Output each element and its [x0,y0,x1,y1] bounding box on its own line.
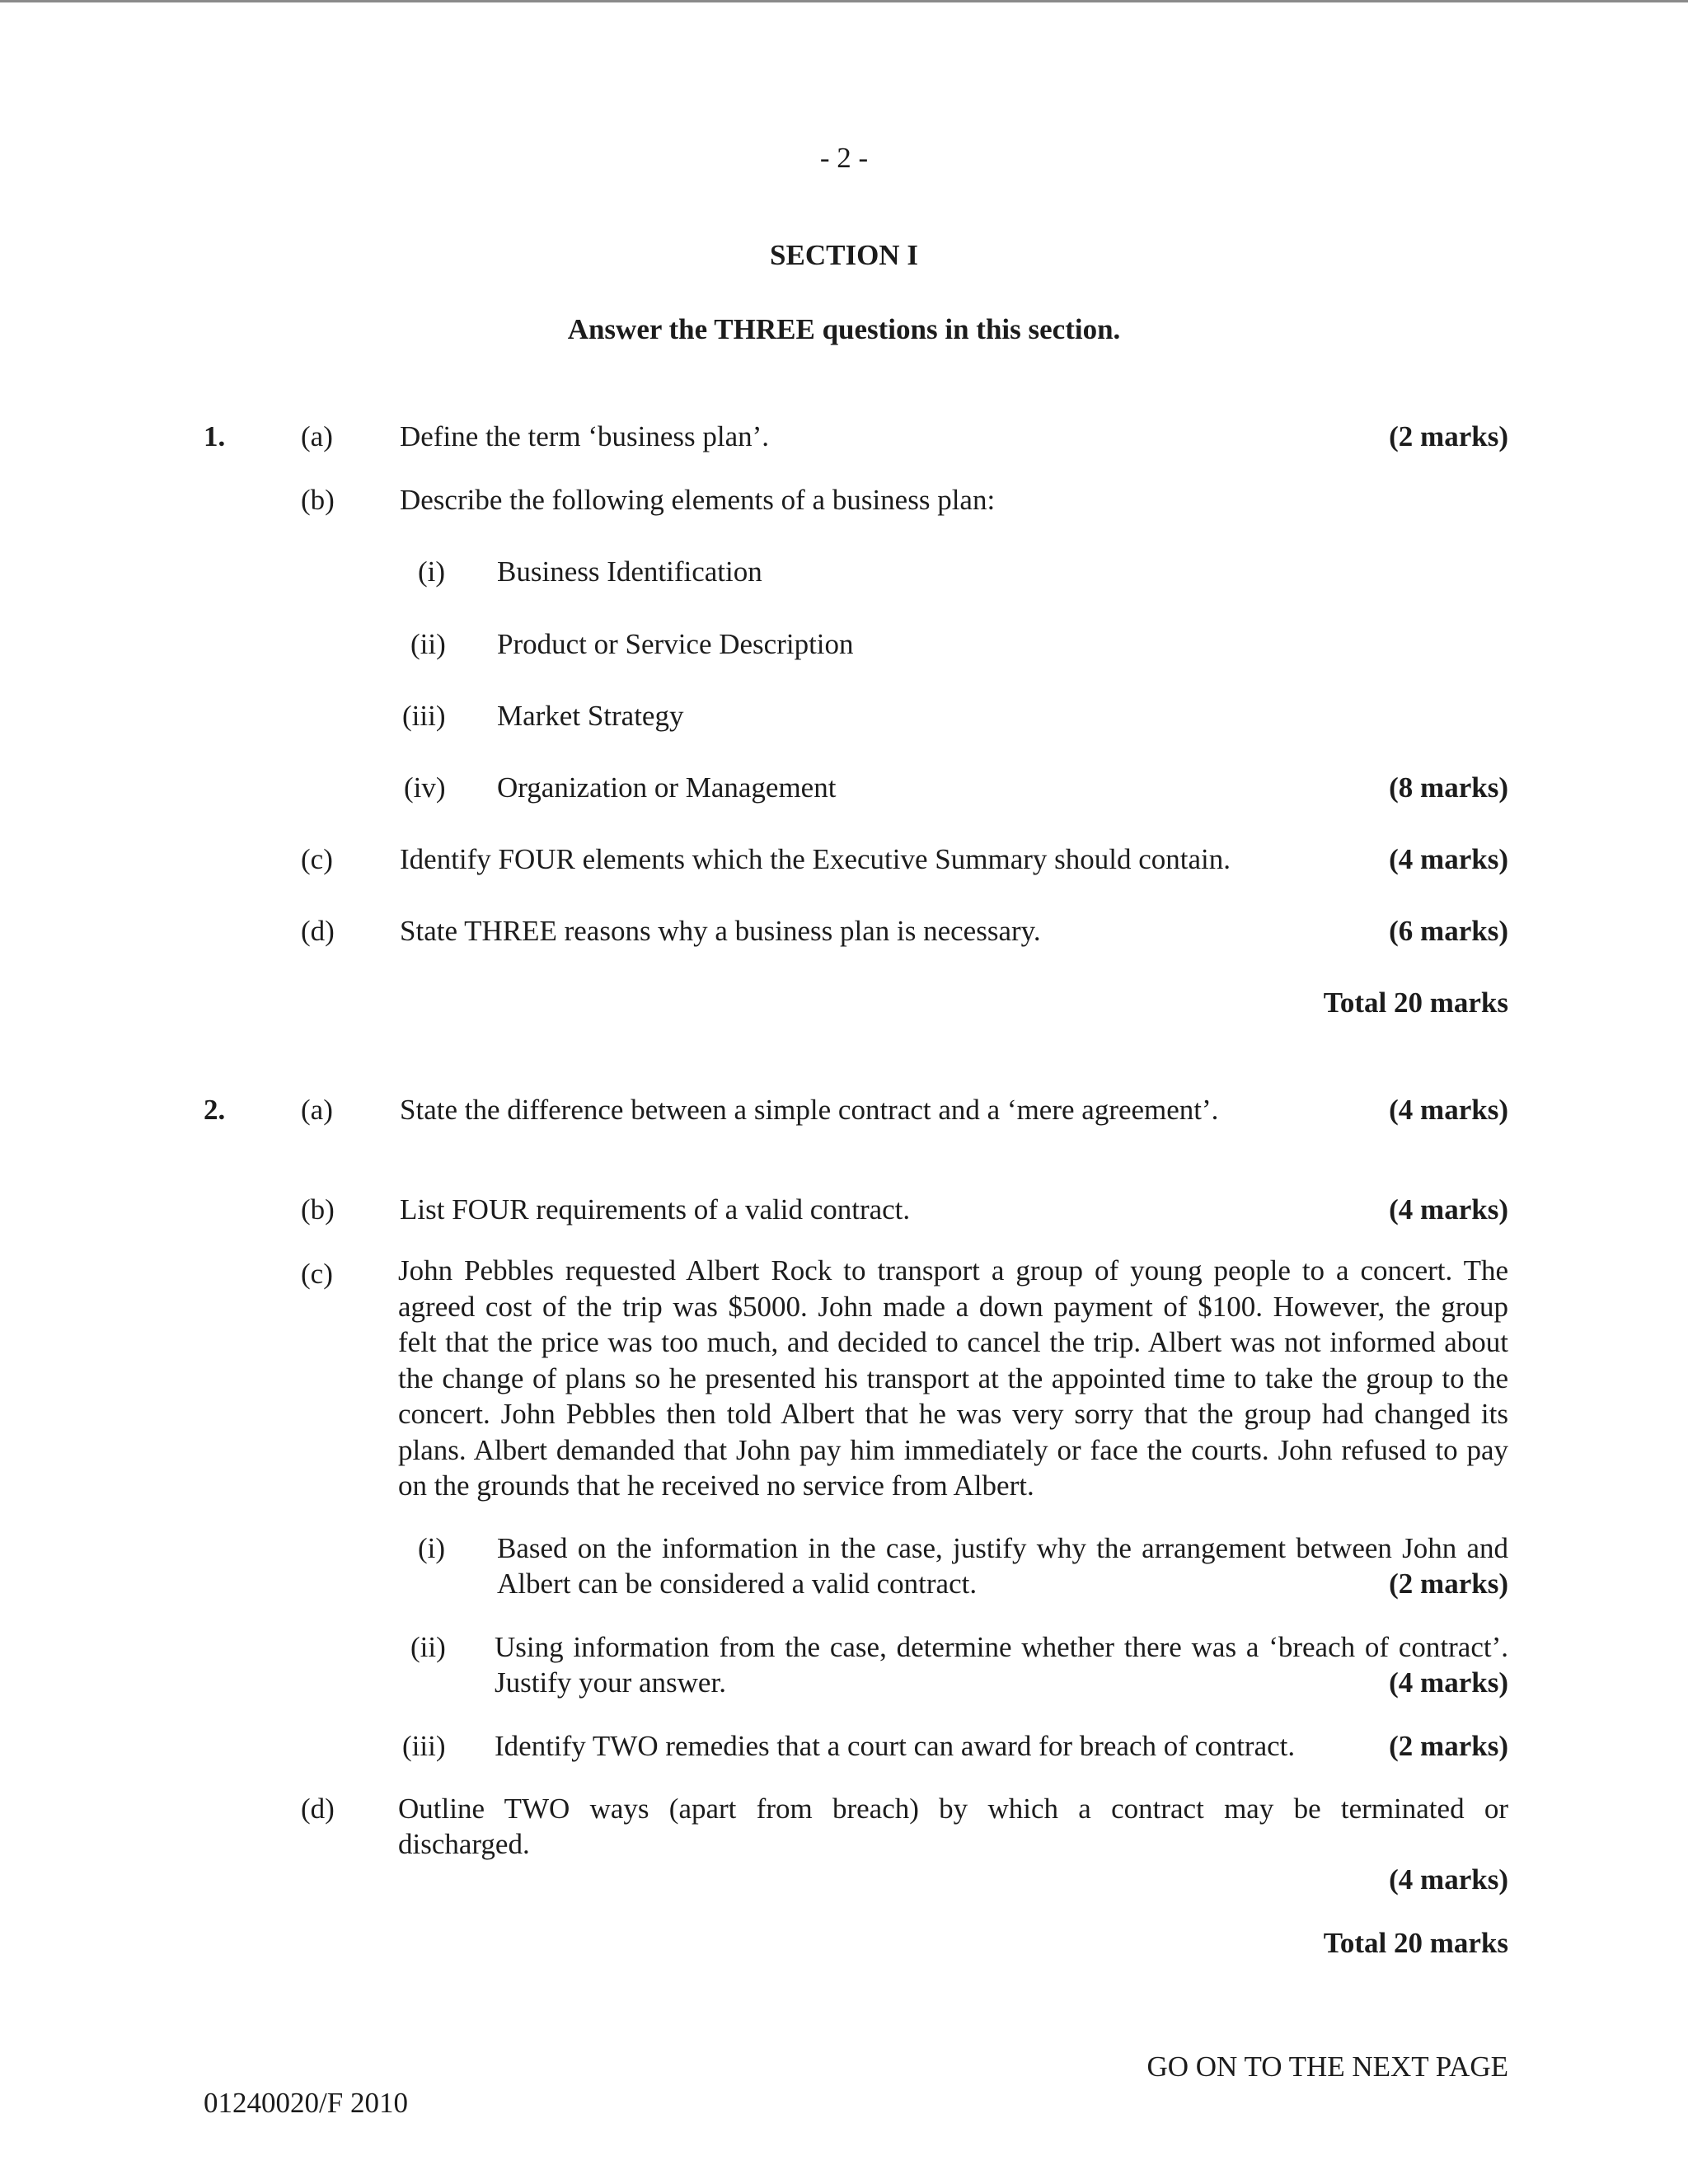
part-label: (d) [301,915,335,947]
marks-label: (4 marks) [1389,843,1508,875]
subpart-text: Justify your answer. [495,1666,726,1699]
subpart-label: (iv) [404,771,446,804]
subpart-label: (ii) [410,628,446,660]
subpart-label: (i) [418,555,446,588]
subpart-text: Product or Service Description [497,628,854,660]
part-label: (b) [301,484,335,516]
case-line: plans. Albert demanded that John pay him immediately or face the courts. John refused to pay [398,1433,1508,1466]
part-label: (a) [301,420,333,452]
case-line: John Pebbles requested Albert Rock to transport a group of young people to a concert. The [398,1254,1508,1286]
subpart-text: Business Identification [497,555,762,588]
page-number: - 2 - [819,142,869,174]
next-page-notice: GO ON TO THE NEXT PAGE [1146,2050,1508,2083]
section-instruction: Answer the THREE questions in this section. [567,313,1121,345]
question-number: 1. [204,420,226,452]
case-line: felt that the price was too much, and decided to cancel the trip. Albert was not informed about [398,1326,1508,1358]
part-text: List FOUR requirements of a valid contract. [400,1193,911,1226]
case-line: agreed cost of the trip was $5000. John made a down payment of $100. However, the group [398,1290,1508,1323]
subpart-text: Identify TWO remedies that a court can award for breach of contract. [495,1730,1296,1762]
case-line: the change of plans so he presented his transport at the appointed time to take the group to the [398,1361,1508,1394]
part-label: (b) [301,1193,335,1226]
part-text: Identify FOUR elements which the Executive Summary should contain. [400,843,1231,875]
part-label: (c) [301,1258,333,1290]
part-text: Describe the following elements of a business plan: [400,484,996,516]
total-marks: Total 20 marks [1323,987,1508,1019]
marks-label: (4 marks) [1389,1094,1508,1126]
marks-label: (8 marks) [1389,771,1508,804]
case-line: concert. John Pebbles then told Albert that he was very sorry that the group had changed its [398,1398,1508,1430]
marks-label: (6 marks) [1389,915,1508,947]
subpart-label: (iii) [402,700,446,732]
marks-label: (2 marks) [1389,1730,1508,1762]
part-text: discharged. [398,1828,530,1860]
subpart-label: (iii) [402,1730,446,1762]
paper-code: 01240020/F 2010 [204,2087,408,2119]
part-text: State THREE reasons why a business plan is necessary. [400,915,1041,947]
subpart-text: Market Strategy [497,700,684,732]
marks-label: (4 marks) [1389,1863,1508,1896]
marks-label: (2 marks) [1389,1568,1508,1600]
case-line: on the grounds that he received no service from Albert. [398,1469,1034,1502]
part-text: Define the term ‘business plan’. [400,420,770,452]
part-label: (c) [301,843,333,875]
subpart-label: (i) [418,1532,446,1564]
question-number: 2. [204,1094,226,1126]
case-study-paragraph [398,1253,1508,1504]
part-text: Outline TWO ways (apart from breach) by which a contract may be terminated or [398,1793,1508,1825]
subpart-label: (ii) [410,1631,446,1663]
subpart-text: Using information from the case, determine whether there was a ‘breach of contract’. [495,1631,1508,1663]
subpart-text: Organization or Management [497,771,837,804]
part-text: State the difference between a simple contract and a ‘mere agreement’. [400,1094,1219,1126]
top-border [0,0,1688,2]
marks-label: (2 marks) [1389,420,1508,452]
subpart-text: Based on the information in the case, justify why the arrangement between John and [497,1532,1508,1564]
part-label: (d) [301,1793,335,1825]
part-label: (a) [301,1094,333,1126]
marks-label: (4 marks) [1389,1193,1508,1226]
section-title: SECTION I [770,239,918,271]
subpart-text: Albert can be considered a valid contract. [497,1568,978,1600]
total-marks: Total 20 marks [1323,1927,1508,1959]
marks-label: (4 marks) [1389,1666,1508,1699]
